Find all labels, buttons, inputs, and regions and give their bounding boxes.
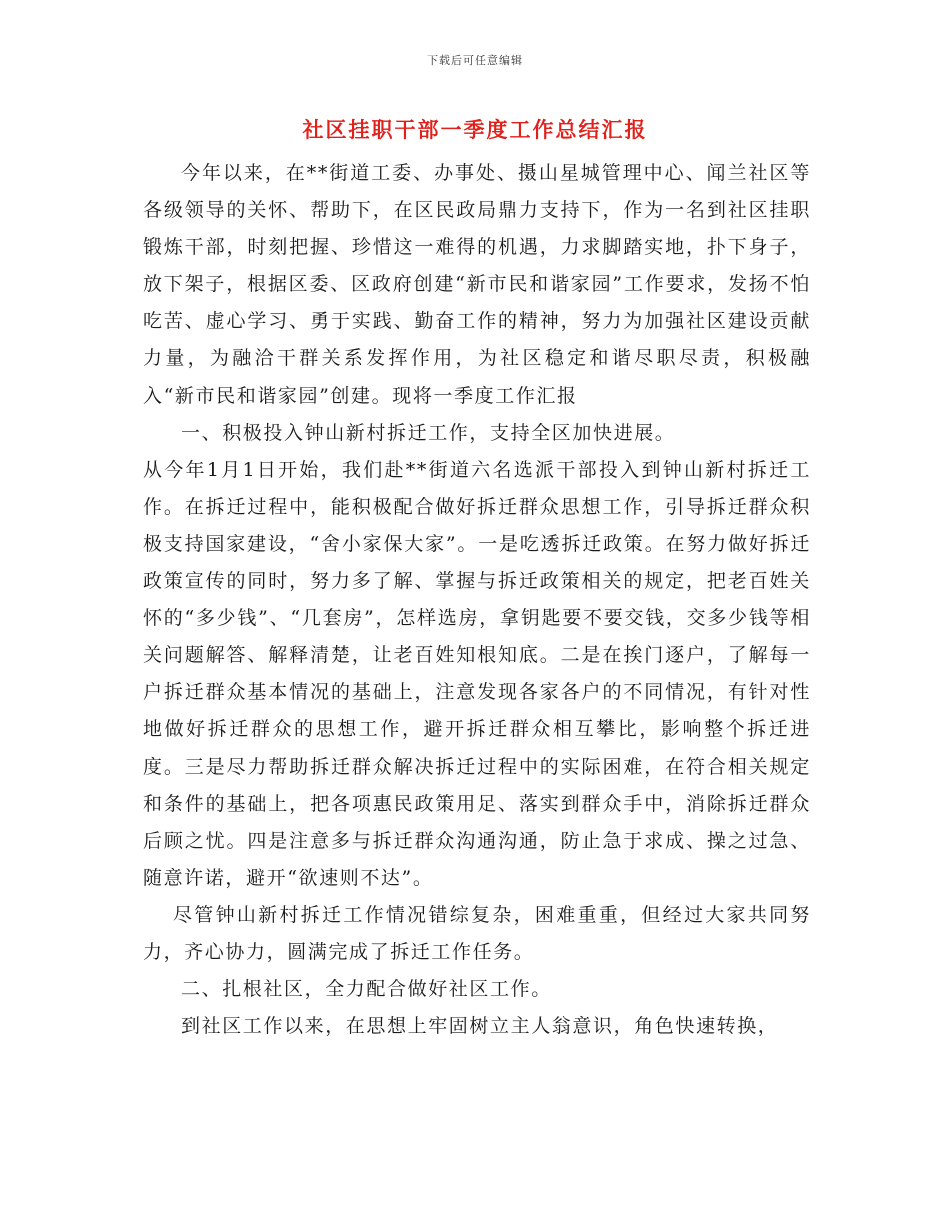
header-note: 下载后可任意编辑 — [427, 54, 523, 67]
document-title: 社区挂职干部一季度工作总结汇报 — [302, 117, 648, 142]
document-body — [143, 155, 811, 1045]
paragraph-community-work: 到社区工作以来，在思想上牢固树立主人翁意识，角色快速转换， — [181, 1015, 779, 1038]
paragraph-demolition-result: 尽管钟山新村拆迁工作情况错综复杂，困难重重，但经过大家共同努力，齐心协力，圆满完成了拆迁工作任务。 — [143, 903, 811, 963]
section-heading-1: 一、积极投入钟山新村拆迁工作，支持全区加快进展。 — [181, 421, 676, 444]
paragraph-intro: 今年以来，在**街道工委、办事处、摄山星城管理中心、闻兰社区等各级领导的关怀、帮助下，在区民政局鼎力支持下，作为一名到社区挂职锻炼干部，时刻把握、珍惜这一难得的机遇，力求脚踏实地，扑下身子，放下架子，根据区委、区政府创建“新市民和谐家园”工作要求，发扬不怕吃苦、虚心学习、勇于实践、勤奋工作的精神，努力为加强社区建设贡献力量，为融洽干群关系发挥作用，为社区稳定和谐尽职尽责，积极融入“新市民和谐家园”创建。现将一季度工作汇报 — [143, 162, 811, 407]
section-heading-2: 二、扎根社区，全力配合做好社区工作。 — [181, 978, 552, 1001]
paragraph-demolition: 从今年1月1日开始，我们赴**街道六名选派干部投入到钟山新村拆迁工作。在拆迁过程中，能积极配合做好拆迁群众思想工作，引导拆迁群众积极支持国家建设，“舍小家保大家”。一是吃透拆迁政策。在努力做好拆迁政策宣传的同时，努力多了解、掌握与拆迁政策相关的规定，把老百姓关怀的“多少钱”、“几套房”，怎样选房，拿钥匙要不要交钱，交多少钱等相关问题解答、解释清楚，让老百姓知根知底。二是在挨门逐户，了解每一户拆迁群众基本情况的基础上，注意发现各家各户的不同情况，有针对性地做好拆迁群众的思想工作，避开拆迁群众相互攀比，影响整个拆迁进度。三是尽力帮助拆迁群众解决拆迁过程中的实际困难，在符合相关规定和条件的基础上，把各项惠民政策用足、落实到群众手中，消除拆迁群众后顾之忧。四是注意多与拆迁群众沟通沟通，防止急于求成、操之过急、随意许诺，避开“欲速则不达”。 — [143, 458, 811, 889]
